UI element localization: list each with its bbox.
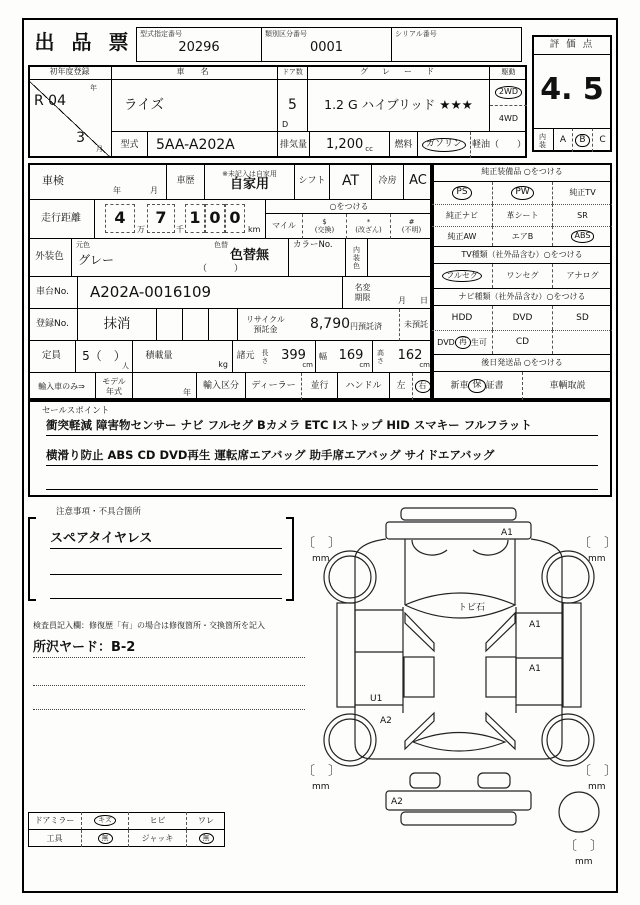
front-grille-strip xyxy=(401,508,516,520)
first-registration-cell xyxy=(28,80,112,158)
mark-dollar: $ xyxy=(322,217,327,226)
wheel-rear-right xyxy=(542,714,594,766)
cooler-value: AC xyxy=(404,163,432,200)
handle-right-cell xyxy=(412,373,432,400)
import-parallel: 並行 xyxy=(301,373,337,400)
opt-genuine-tv: 純正TV xyxy=(552,182,612,204)
mileage-digit-100: 1 xyxy=(185,204,205,233)
opt-genuine-aw: 純正AW xyxy=(432,226,492,246)
tread-unit-rear-right: mm xyxy=(588,782,606,792)
name-change-label-1: 名変 xyxy=(354,283,371,293)
tire-front-left xyxy=(329,556,371,598)
fuel-label: 燃料 xyxy=(390,132,418,158)
a-pillar-left xyxy=(405,613,434,651)
warranty-pre: 新車 xyxy=(450,380,469,391)
left-panel-dividers xyxy=(355,610,403,705)
interior-label: 内装 xyxy=(538,132,547,149)
warranty-book-cell xyxy=(432,372,522,400)
navi-sd: SD xyxy=(552,306,612,330)
inspector-line-1: 所沢ヤード：B-2 xyxy=(33,634,305,658)
inspector-line-2 xyxy=(33,662,305,686)
drive-header: 駆動 xyxy=(490,65,527,80)
door-mirror-label: ドアミラー xyxy=(28,812,81,830)
navi-dvd: DVD xyxy=(492,306,552,330)
grade-header: グ レ ー ド xyxy=(308,65,490,80)
width-unit: cm xyxy=(359,360,370,369)
tv-fullseg-cell xyxy=(432,264,492,288)
import-only-label: 輸入車のみ⇒ xyxy=(38,381,85,391)
width-cell xyxy=(330,341,372,373)
tv-oneseg: ワンセグ xyxy=(492,264,552,288)
opt-sunroof: SR xyxy=(552,204,612,226)
mileage-mark-header: ○をつける xyxy=(265,200,432,214)
model-year-label-1: モデル xyxy=(102,377,126,387)
dvd-play-selected: 再 xyxy=(455,336,471,348)
mirror-scratch-selected: キズ xyxy=(94,815,116,826)
height-cell xyxy=(388,341,432,373)
capacity-unit: 人 xyxy=(122,361,129,370)
caution-line-1: スペアタイヤレス xyxy=(50,528,282,549)
interior-color-label-cell xyxy=(345,239,367,277)
mark-hash-sub: (不明) xyxy=(401,226,422,234)
shift-value: AT xyxy=(330,163,372,200)
tread-bracket-rear-right: 〔 〕 xyxy=(578,764,618,779)
width-value: 169 xyxy=(338,348,364,364)
opt-pw-selected: PW xyxy=(511,186,533,200)
mirror-broken: ワレ xyxy=(186,812,225,830)
registration-value: 抹消 xyxy=(78,309,156,341)
fuel-diesel-paren: （ ） xyxy=(490,139,527,150)
wheel-rear-left xyxy=(324,714,376,766)
dvd-play-post: 生可 xyxy=(470,337,487,347)
recycle-label-2: 預託金 xyxy=(253,324,278,334)
first-reg-header: 初年度登録 xyxy=(28,65,112,80)
height-label: 高さ xyxy=(376,348,385,365)
mileage-unit-1k: 千 xyxy=(176,224,184,234)
damage-front-bumper: A1 xyxy=(501,528,513,538)
warranty-selected: 保 xyxy=(468,379,485,393)
inspector-label: 検査員記入欄：修復歴「有」の場合は修復箇所・交換箇所を記入 xyxy=(33,621,265,630)
tv-analog: アナログ xyxy=(552,264,612,288)
vehicle-name: ライズ xyxy=(112,80,278,132)
length-label-cell xyxy=(258,341,272,373)
caution-bracket-right xyxy=(286,517,294,601)
navi-cd: CD xyxy=(492,330,552,354)
fuel-gasoline-selected: ガソリン xyxy=(422,138,466,152)
first-reg-month-unit: 月 xyxy=(96,144,103,153)
fuel-diesel-label: 軽油 xyxy=(471,139,490,150)
inspector-line-3 xyxy=(33,686,305,710)
length-cell xyxy=(272,341,315,373)
type-designation-value: 20296 xyxy=(178,40,220,56)
type-designation-cell xyxy=(136,27,262,62)
damage-windshield: トビ石 xyxy=(458,603,486,613)
recolor-value: 色替無 xyxy=(230,248,270,263)
mark-star-sub: (改ざん) xyxy=(355,226,382,234)
opt-leather-seat: 革シート xyxy=(492,204,552,226)
recycle-not-deposited: 未預託 xyxy=(399,309,432,341)
caution-line-3 xyxy=(50,580,282,599)
later-shipment-header: 後日発送品 ○をつける xyxy=(432,354,612,372)
mileage-unit-10k: 万 xyxy=(137,224,145,234)
drive-2wd-selected: 2WD xyxy=(495,86,522,98)
name-header: 車 名 xyxy=(112,65,278,80)
model-code-label: 型式 xyxy=(112,132,148,158)
load-unit: kg xyxy=(218,359,228,369)
exterior-color-cell xyxy=(72,239,288,277)
sales-line-2: 横滑り防止 ABS CD DVD再生 運転席エアバッグ 助手席エアバッグ サイドエアバッグ xyxy=(46,448,598,466)
tire-rear-right xyxy=(547,719,589,761)
opt-abs-cell xyxy=(552,226,612,246)
car-damage-diagram xyxy=(298,495,640,895)
fender-line-right xyxy=(531,539,562,607)
interior-grade-c: C xyxy=(592,128,612,152)
length-label: 長さ xyxy=(261,348,270,365)
b-pillar-left xyxy=(404,657,434,697)
mileage-cell xyxy=(95,200,265,239)
mileage-digit-1: 0 xyxy=(225,204,245,233)
tread-bracket-front-left: 〔 〕 xyxy=(302,536,342,551)
interior-label-cell xyxy=(532,128,553,152)
tread-bracket-spare: 〔 〕 xyxy=(564,839,604,854)
mark-exchange xyxy=(302,214,346,239)
score-value: 4. 5 xyxy=(540,71,604,107)
model-year-cell xyxy=(132,373,196,400)
interior-grade-a: A xyxy=(553,128,572,152)
cooler-label: 冷房 xyxy=(372,163,404,200)
mark-hash: # xyxy=(408,217,415,226)
sill-left xyxy=(337,603,355,707)
history-note: ※未記入は自家用 xyxy=(222,169,277,178)
sill-right xyxy=(563,603,581,707)
mirror-scratch-cell xyxy=(81,812,128,830)
c-pillar-left xyxy=(405,713,434,749)
shaken-year-unit: 年 xyxy=(113,185,121,195)
dvd-play-pre: DVD xyxy=(437,337,455,347)
height-label-cell xyxy=(372,341,388,373)
opt-ps-cell xyxy=(432,182,492,204)
drive-4wd: 4WD xyxy=(490,106,527,132)
handle-label: ハンドル xyxy=(337,373,389,400)
name-change-label xyxy=(342,277,382,309)
tools-label: 工具 xyxy=(46,833,63,843)
doors-unit: D xyxy=(282,119,289,129)
chassis-label: 車台No. xyxy=(28,277,78,309)
grade-value: 1.2 G ハイブリッド ★★★ xyxy=(308,80,490,132)
history-cell xyxy=(205,163,295,200)
handle-right-selected: 右 xyxy=(415,380,431,392)
import-class-label: 輸入区分 xyxy=(196,373,245,400)
sales-points-label: セールスポイント xyxy=(42,406,110,416)
registration-label: 登録No. xyxy=(28,309,78,341)
interior-grade-b-cell xyxy=(572,128,592,152)
doors-value: 5 xyxy=(288,97,297,114)
interior-color-label: 内装色 xyxy=(352,245,361,270)
spec-label: 諸元 xyxy=(232,341,258,373)
length-unit: cm xyxy=(302,360,313,369)
taillight-right-icon xyxy=(478,773,510,788)
registration-empty-2 xyxy=(182,309,208,341)
tire-rear-left xyxy=(329,719,371,761)
history-label: 車歴 xyxy=(167,163,205,200)
jack-label: ジャッキ xyxy=(128,830,186,847)
tread-bracket-rear-left: 〔 〕 xyxy=(302,764,342,779)
height-unit: cm xyxy=(419,360,430,369)
displacement-unit: cc xyxy=(365,144,373,153)
handle-left: 左 xyxy=(389,373,412,400)
history-value: 自家用 xyxy=(229,176,269,192)
exterior-color-label: 外装色 xyxy=(28,239,72,277)
length-value: 399 xyxy=(281,348,306,364)
color-no-label: カラーNo. xyxy=(288,239,345,277)
interior-color-value xyxy=(367,239,432,277)
doors-header: ドア数 xyxy=(278,65,308,80)
mileage-digit-10: 0 xyxy=(205,204,225,233)
displacement-value: 1,200 xyxy=(326,136,364,152)
type-designation-label: 型式指定番号 xyxy=(140,30,182,38)
opt-pw-cell xyxy=(492,182,552,204)
mark-tampered xyxy=(346,214,390,239)
fuel-gasoline-cell xyxy=(418,132,470,158)
headlight-right-icon xyxy=(473,540,508,555)
caution-line-2 xyxy=(50,556,282,575)
vehicle-manual: 車輌取説 xyxy=(522,372,612,400)
warranty-post: 証書 xyxy=(485,380,504,391)
tv-type-header: TV種類（社外品含む）○をつける xyxy=(432,246,612,264)
model-year-label-2: 年式 xyxy=(106,386,122,396)
recolor-label: 色替 xyxy=(214,241,228,249)
opt-abs-selected: ABS xyxy=(571,230,595,242)
mark-star: * xyxy=(366,217,371,226)
capacity-value: 5（ ） xyxy=(82,348,126,363)
sales-line-3 xyxy=(46,476,598,490)
damage-left-quarter: A2 xyxy=(380,716,392,726)
genuine-equipment-header: 純正装備品 ○をつける xyxy=(432,163,612,182)
load-value-cell xyxy=(185,341,232,373)
wheel-front-right xyxy=(542,551,594,603)
displacement-cell xyxy=(310,132,390,158)
name-change-date-cell xyxy=(382,277,432,309)
damage-right-rear-door: A1 xyxy=(529,664,541,674)
width-label: 幅 xyxy=(315,341,330,373)
spare-tire xyxy=(559,792,599,832)
shaken-cell xyxy=(28,163,167,200)
height-value: 162 xyxy=(397,348,423,364)
orig-color-label: 元色 xyxy=(76,241,90,249)
model-year-unit: 年 xyxy=(183,387,191,397)
opt-airbag: エアB xyxy=(492,226,552,246)
damage-right-front-door: A1 xyxy=(529,620,541,630)
tread-unit-rear-left: mm xyxy=(312,782,330,792)
recolor-paren: （ ） xyxy=(198,263,244,274)
navi-type-header: ナビ種類（社外品含む）○をつける xyxy=(432,288,612,306)
capacity-cell xyxy=(76,341,132,373)
tv-fullseg-selected: フルセグ xyxy=(442,270,482,282)
doors-cell xyxy=(278,80,308,132)
recycle-amount: 8,790 xyxy=(309,316,351,333)
jack-none-cell xyxy=(186,830,225,847)
import-dealer: ディーラー xyxy=(245,373,301,400)
recycle-label-1: リサイクル xyxy=(246,315,285,325)
model-year-label xyxy=(95,373,132,400)
caution-label: 注意事項・不具合箇所 xyxy=(56,507,142,517)
recycle-deposit-cell xyxy=(293,309,399,341)
tire-front-right xyxy=(547,556,589,598)
mileage-digit-10k: 4 xyxy=(105,204,135,233)
rear-bumper xyxy=(386,791,531,810)
mark-dollar-sub: (交換) xyxy=(314,226,335,234)
drive-2wd-cell xyxy=(490,80,527,106)
displacement-label: 排気量 xyxy=(278,132,310,158)
tread-unit-spare: mm xyxy=(575,857,593,867)
tread-unit-front-right: mm xyxy=(588,554,606,564)
caution-bracket-left xyxy=(28,517,36,601)
damage-rear-bumper: A2 xyxy=(391,797,403,807)
tread-unit-front-left: mm xyxy=(312,554,330,564)
b-pillar-right xyxy=(486,657,516,697)
mileage-digit-1k: 7 xyxy=(147,204,175,233)
orig-color-value: グレー xyxy=(78,253,115,267)
class-division-cell xyxy=(262,27,392,62)
rear-window xyxy=(413,733,505,752)
shaken-label: 車検 xyxy=(42,173,64,187)
class-division-label: 類別区分番号 xyxy=(265,30,307,38)
navi-empty xyxy=(552,330,612,354)
model-code-value: 5AA-A202A xyxy=(148,132,278,158)
first-reg-month: 3 xyxy=(76,129,85,146)
load-label: 積載量 xyxy=(132,341,185,373)
mileage-label: 走行距離 xyxy=(28,200,95,239)
name-change-month: 月 xyxy=(398,295,406,305)
fuel-diesel-cell xyxy=(470,132,527,158)
navi-dvd-playable xyxy=(432,330,492,354)
shaken-month-unit: 月 xyxy=(150,185,158,195)
rear-strip xyxy=(401,812,516,825)
shift-label: シフト xyxy=(295,163,330,200)
serial-cell xyxy=(392,27,522,62)
headlight-left-icon xyxy=(412,540,447,555)
page-title: 出 品 票 xyxy=(34,29,134,54)
interior-grade-b-selected: B xyxy=(575,134,589,148)
opt-genuine-navi: 純正ナビ xyxy=(432,204,492,226)
wheel-front-left xyxy=(324,551,376,603)
tools-none-cell xyxy=(81,830,128,847)
opt-ps-selected: PS xyxy=(452,186,471,200)
chassis-value: A202A-0016109 xyxy=(78,277,342,309)
tools-none-selected: 無 xyxy=(98,833,113,844)
registration-empty-3 xyxy=(208,309,237,341)
capacity-label: 定員 xyxy=(28,341,76,373)
name-change-label-2: 期限 xyxy=(354,292,371,302)
mark-unknown xyxy=(390,214,432,239)
mileage-km-unit: km xyxy=(248,224,261,234)
score-label: 評 価 点 xyxy=(534,36,610,55)
mirror-crack: ヒビ xyxy=(128,812,186,830)
sales-line-1: 衝突軽減 障害物センサー ナビ フルセグ Bカメラ ETC Iストップ HID スマキー フルフラット xyxy=(46,418,598,436)
recycle-label xyxy=(237,309,293,341)
class-division-value: 0001 xyxy=(309,40,344,56)
tread-bracket-front-right: 〔 〕 xyxy=(578,536,618,551)
navi-hdd: HDD xyxy=(451,312,473,323)
a-pillar-right xyxy=(486,613,515,651)
jack-none-selected: 無 xyxy=(199,833,214,844)
taillight-left-icon xyxy=(410,773,440,788)
first-reg-era-year: R 04 xyxy=(34,93,66,109)
mark-mile: マイル xyxy=(265,214,302,239)
name-change-day: 日 xyxy=(420,295,428,305)
damage-left-rear-door: U1 xyxy=(370,694,383,704)
registration-empty-1 xyxy=(156,309,182,341)
recycle-suffix: 円預託済 xyxy=(350,321,383,331)
first-reg-year-unit: 年 xyxy=(90,84,97,92)
serial-label: シリアル番号 xyxy=(395,30,437,38)
